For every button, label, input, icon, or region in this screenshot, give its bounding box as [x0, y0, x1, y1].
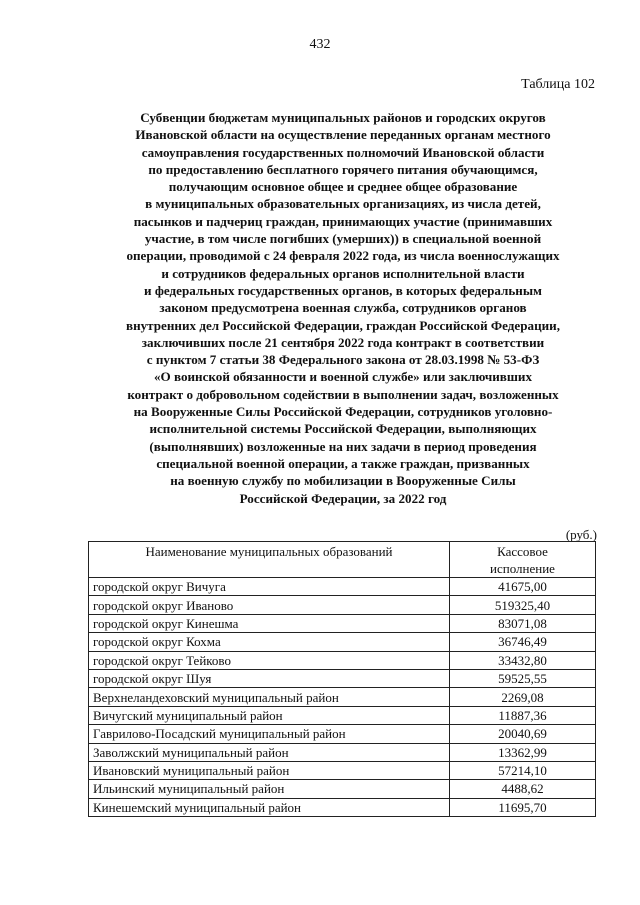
title-line: Российской Федерации, за 2022 год	[239, 490, 447, 506]
table-label: Таблица 102	[521, 77, 595, 92]
amount-cell: 11695,70	[450, 798, 596, 816]
municipality-name: городской округ Вичуга	[89, 578, 450, 596]
municipality-name: городской округ Шуя	[89, 669, 450, 687]
table-row	[89, 725, 596, 743]
title-line: на Вооруженные Силы Российской Федерации, сотрудников уголовно-	[133, 404, 553, 420]
title-line: получающим основное общее и среднее общее образование	[168, 179, 518, 195]
header-municipality: Наименование муниципальных образований	[89, 542, 450, 578]
municipality-name: Верхнеландеховский муниципальный район	[89, 688, 450, 706]
data-table	[88, 541, 596, 817]
amount-cell: 519325,40	[450, 596, 596, 614]
title-line: контракт о добровольном содействии в выполнении задач, возложенных	[127, 386, 559, 402]
title-line: специальной военной операции, а также граждан, призванных	[156, 455, 530, 471]
title-line: «О воинской обязанности и военной службе» или заключивших	[153, 369, 533, 385]
table-row	[89, 614, 596, 632]
title-line: и федеральных государственных органов, в которых федеральным	[144, 282, 542, 298]
municipality-name: Вичугский муниципальный район	[89, 706, 450, 724]
amount-cell: 59525,55	[450, 669, 596, 687]
amount-cell: 4488,62	[450, 780, 596, 798]
amount-cell: 57214,10	[450, 761, 596, 779]
table-row	[89, 743, 596, 761]
table-row	[89, 596, 596, 614]
title-line: в муниципальных образовательных организациях, из числа детей,	[145, 196, 541, 212]
title-line: самоуправления государственных полномочий Ивановской области	[141, 144, 545, 160]
title-line: с пунктом 7 статьи 38 Федерального закона от 28.03.1998 № 53-ФЗ	[146, 352, 540, 368]
municipality-name: городской округ Тейково	[89, 651, 450, 669]
table-row	[89, 688, 596, 706]
municipality-name: городской округ Кохма	[89, 633, 450, 651]
table-header-row	[89, 542, 596, 578]
header-cash-execution	[450, 542, 596, 578]
title-line: заключивших после 21 сентября 2022 года контракт в соответствии	[141, 334, 545, 350]
page-number: 432	[309, 37, 331, 52]
amount-cell: 41675,00	[450, 578, 596, 596]
title-line: на военную службу по мобилизации в Вооруженные Силы	[170, 473, 516, 489]
table-row	[89, 706, 596, 724]
amount-cell: 13362,99	[450, 743, 596, 761]
title-line: пасынков и падчериц граждан, принимающих участие (принимавших	[133, 213, 553, 229]
municipality-name: Ильинский муниципальный район	[89, 780, 450, 798]
header-amount-line: исполнение	[490, 561, 555, 576]
table-row	[89, 651, 596, 669]
amount-cell: 36746,49	[450, 633, 596, 651]
municipality-name: городской округ Иваново	[89, 596, 450, 614]
municipality-name: Ивановский муниципальный район	[89, 761, 450, 779]
table-row	[89, 761, 596, 779]
table-row	[89, 578, 596, 596]
table-row	[89, 669, 596, 687]
amount-cell: 2269,08	[450, 688, 596, 706]
title-line: (выполнявших) возложенные на них задачи в период проведения	[149, 438, 537, 454]
title-line: и сотрудников федеральных органов исполнительной власти	[161, 265, 525, 281]
title-line: исполнительной системы Российской Федерации, выполняющих	[149, 421, 537, 437]
municipality-name: Заволжский муниципальный район	[89, 743, 450, 761]
amount-cell: 33432,80	[450, 651, 596, 669]
amount-cell: 83071,08	[450, 614, 596, 632]
title-line: Ивановской области на осуществление переданных органам местного	[135, 127, 551, 143]
municipality-name: Гаврилово-Посадский муниципальный район	[89, 725, 450, 743]
municipality-name: Кинешемский муниципальный район	[89, 798, 450, 816]
table-row	[89, 798, 596, 816]
title-line: законом предусмотрена военная служба, сотрудников органов	[159, 300, 527, 316]
amount-cell: 20040,69	[450, 725, 596, 743]
document-title	[80, 109, 606, 507]
header-amount-line: Кассовое	[497, 544, 548, 559]
title-line: по предоставлению бесплатного горячего питания обучающимся,	[148, 161, 538, 177]
title-line: внутренних дел Российской Федерации, граждан Российской Федерации,	[126, 317, 560, 333]
table-row	[89, 633, 596, 651]
amount-cell: 11887,36	[450, 706, 596, 724]
municipality-name: городской округ Кинешма	[89, 614, 450, 632]
table-row	[89, 780, 596, 798]
title-line: операции, проводимой с 24 февраля 2022 года, из числа военнослужащих	[126, 248, 560, 264]
title-line: участие, в том числе погибших (умерших)) в специальной военной	[144, 231, 542, 247]
title-line: Субвенции бюджетам муниципальных районов и городских округов	[140, 110, 546, 125]
currency-unit: (руб.)	[565, 527, 597, 542]
